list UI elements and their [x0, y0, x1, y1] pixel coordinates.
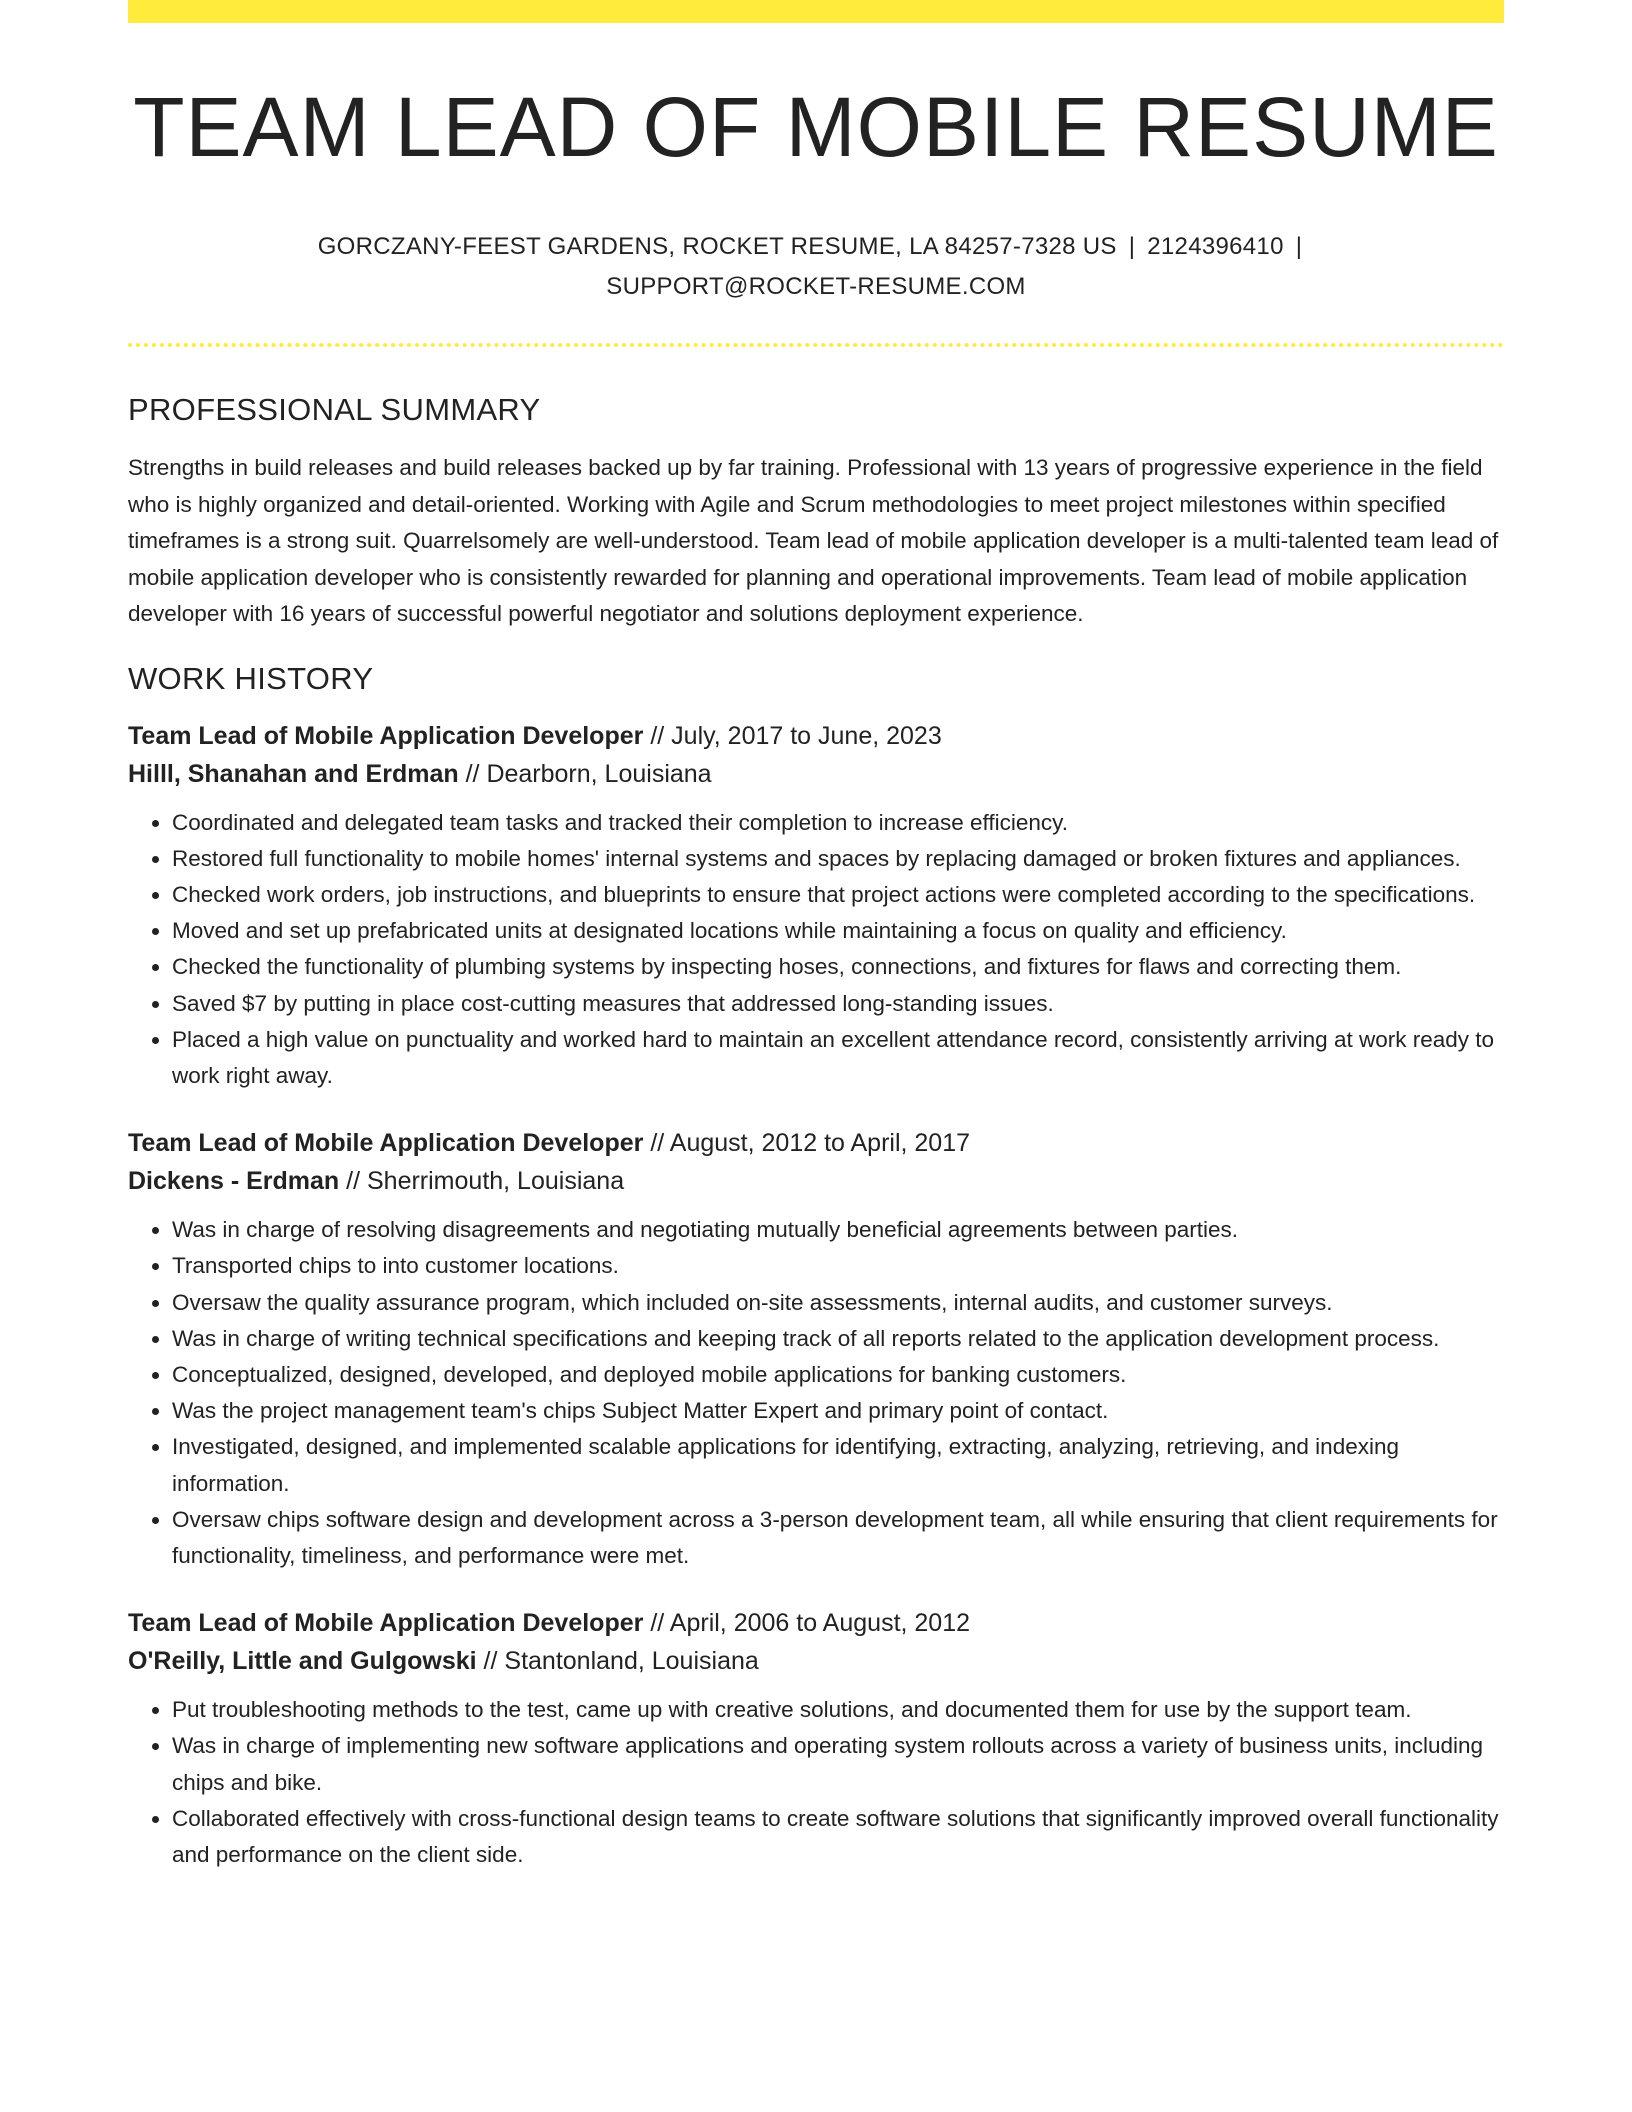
job-bullet: • Transported chips to into customer locations. [172, 1248, 1504, 1284]
job-company-line [128, 755, 1504, 793]
job-company-line [128, 1162, 1504, 1200]
job-bullet: • Restored full functionality to mobile homes' internal systems and spaces by replacing damaged or broken fixtures and appliances. [172, 841, 1504, 877]
contact-separator: | [1295, 233, 1303, 260]
job-company-line [128, 1642, 1504, 1680]
contact-phone: 2124396410 [1147, 233, 1284, 260]
contact-separator: | [1128, 233, 1136, 260]
job-bullet: • Coordinated and delegated team tasks and tracked their completion to increase efficiency. [172, 805, 1504, 841]
job-bullet: • Conceptualized, designed, developed, and deployed mobile applications for banking customers. [172, 1357, 1504, 1393]
job-separator: // [650, 1609, 665, 1638]
summary-text: Strengths in build releases and build releases backed up by far training. Professional with 13 years of progressive experience in the field who is highly organized and detail-oriented. Working with Agile and Scrum methodologies to meet project milestones within specified timeframes is a strong suit. Quarrelsomely are well-understood. Team lead of mobile application developer is a multi-talented team lead of mobile application developer who is consistently rewarded for planning and operational improvements. Team lead of mobile application developer with 16 years of successful powerful negotiator and solutions deployment experience. [128, 455, 1499, 626]
job-entry [128, 717, 1504, 1095]
job-bullet: • Moved and set up prefabricated units at designated locations while maintaining a focus on quality and efficiency. [172, 913, 1504, 949]
job-bullet: • Checked work orders, job instructions, and blueprints to ensure that project actions were completed according to the specifications. [172, 877, 1504, 913]
job-bullets [128, 1692, 1504, 1873]
job-bullet: • Was in charge of writing technical specifications and keeping track of all reports related to the application development process. [172, 1321, 1504, 1357]
job-title: Team Lead of Mobile Application Developer [128, 1129, 644, 1158]
work-history-heading: WORK HISTORY [128, 660, 374, 696]
job-bullet: • Was in charge of implementing new software applications and operating system rollouts across a variety of business units, including chips and bike. [172, 1728, 1504, 1800]
job-bullet: • Placed a high value on punctuality and worked hard to maintain an excellent attendance record, consistently arriving at work ready to work right away. [172, 1022, 1504, 1094]
job-company: O'Reilly, Little and Gulgowski [128, 1647, 477, 1676]
job-separator: // [483, 1647, 498, 1676]
job-location: Stantonland, Louisiana [504, 1647, 759, 1676]
job-title: Team Lead of Mobile Application Developer [128, 1609, 644, 1638]
job-bullet: • Was the project management team's chips Subject Matter Expert and primary point of contact. [172, 1393, 1504, 1429]
job-dates: July, 2017 to June, 2023 [671, 721, 942, 750]
job-bullet: • Was in charge of resolving disagreements and negotiating mutually beneficial agreements between parties. [172, 1212, 1504, 1248]
job-title-line [128, 1124, 1504, 1162]
job-title-line [128, 717, 1504, 755]
job-company: Dickens - Erdman [128, 1167, 340, 1196]
job-bullet: • Oversaw the quality assurance program, which included on-site assessments, internal audits, and customer surveys. [172, 1285, 1504, 1321]
summary-heading: PROFESSIONAL SUMMARY [128, 392, 541, 427]
job-dates: August, 2012 to April, 2017 [669, 1129, 971, 1158]
job-separator: // [465, 759, 480, 788]
job-entry [128, 1604, 1504, 1873]
job-bullet: • Saved $7 by putting in place cost-cutting measures that addressed long-standing issues. [172, 986, 1504, 1022]
job-entry [128, 1124, 1504, 1574]
contact-info [286, 227, 1346, 307]
top-accent-bar [128, 0, 1504, 23]
job-bullet: • Oversaw chips software design and development across a 3-person development team, all while ensuring that client requirements for functionality, timeliness, and performance were met. [172, 1502, 1504, 1574]
job-bullet: • Investigated, designed, and implemented scalable applications for identifying, extracting, analyzing, retrieving, and indexing information. [172, 1429, 1504, 1501]
job-location: Sherrimouth, Louisiana [367, 1167, 625, 1196]
job-location: Dearborn, Louisiana [486, 759, 712, 788]
job-bullet: • Collaborated effectively with cross-functional design teams to create software solutions that significantly improved overall functionality and performance on the client side. [172, 1801, 1504, 1873]
work-history-list [128, 717, 1504, 1874]
resume-page [128, 0, 1504, 1873]
job-separator: // [650, 1129, 665, 1158]
job-title-line [128, 1604, 1504, 1642]
job-bullet: • Put troubleshooting methods to the test, came up with creative solutions, and documented them for use by the support team. [172, 1692, 1504, 1728]
resume-title: TEAM LEAD OF MOBILE RESUME [133, 80, 1499, 174]
contact-address: GORCZANY-FEEST GARDENS, ROCKET RESUME, LA 84257-7328 US [317, 233, 1117, 260]
job-separator: // [650, 721, 665, 750]
dotted-divider [128, 343, 1504, 347]
job-separator: // [346, 1167, 361, 1196]
job-bullets [128, 1212, 1504, 1574]
job-title: Team Lead of Mobile Application Developer [128, 721, 644, 750]
job-company: Hilll, Shanahan and Erdman [128, 759, 459, 788]
contact-email: SUPPORT@ROCKET-RESUME.COM [606, 273, 1026, 300]
job-bullets [128, 805, 1504, 1095]
job-bullet: • Checked the functionality of plumbing systems by inspecting hoses, connections, and fixtures for flaws and correcting them. [172, 949, 1504, 985]
job-dates: April, 2006 to August, 2012 [669, 1609, 971, 1638]
